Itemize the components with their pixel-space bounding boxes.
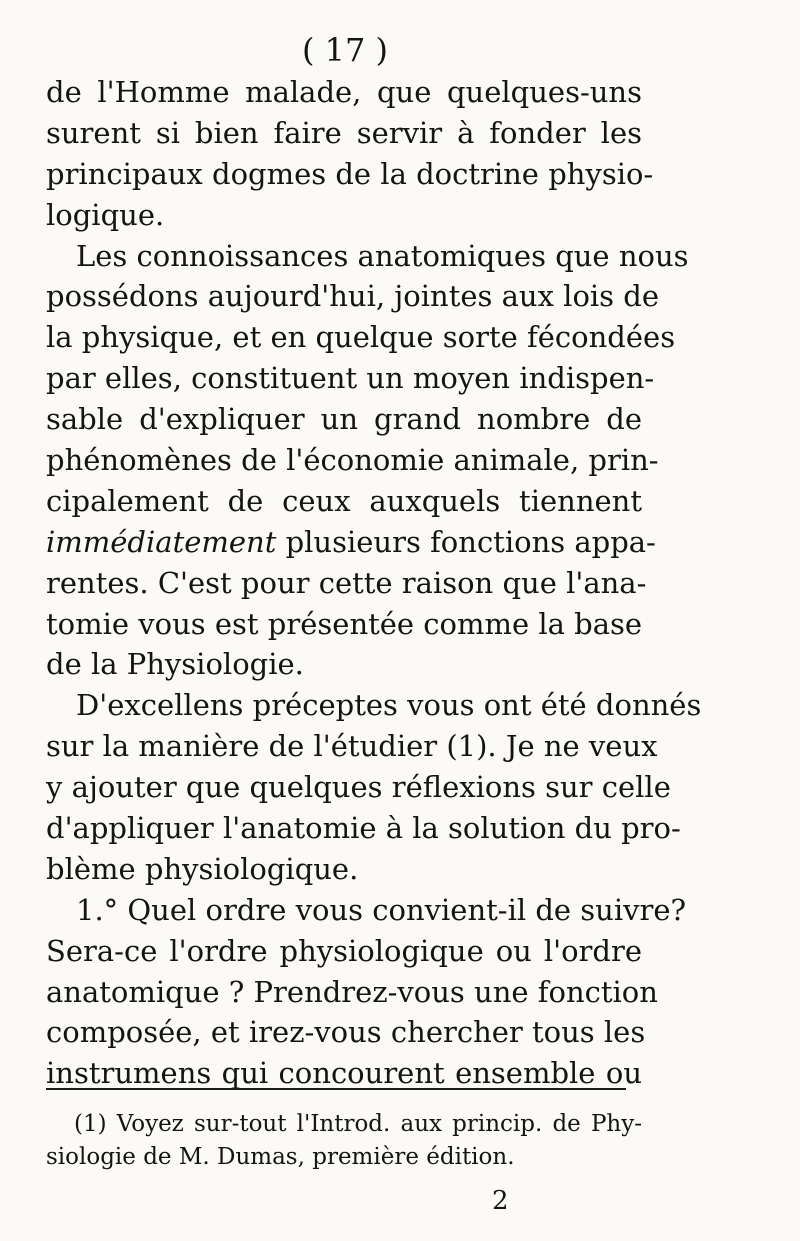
footnote-line: (1) Voyez sur-tout l'Introd. aux princip. de Phy- [74, 1111, 642, 1137]
text-line: 1.° Quel ordre vous convient-il de suivre? [76, 892, 687, 927]
text-line: rentes. C'est pour cette raison que l'ana- [46, 565, 647, 600]
text-line: sur la manière de l'étudier (1). Je ne veux [46, 729, 658, 764]
text-line: de la Physiologie. [46, 647, 304, 682]
text-line: Sera-ce l'ordre physiologique ou l'ordre [46, 933, 642, 968]
text-line: tomie vous est présentée comme la base [46, 606, 643, 641]
text-line: anatomique ? Prendrez-vous une fonction [46, 974, 658, 1009]
text-line: surent si bien faire servir à fonder les [46, 115, 642, 150]
text-line: de l'Homme malade, que quelques-uns [46, 75, 642, 109]
footnote-divider [46, 1088, 626, 1090]
text-line: sable d'expliquer un grand nombre de [46, 402, 642, 437]
text-line: logique. [46, 197, 165, 232]
text-line-rest: plusieurs fonctions appa- [276, 524, 656, 559]
text-line: Les connoissances anatomiques que nous [76, 238, 689, 273]
footnote [46, 1108, 642, 1174]
text-line: par elles, constituent un moyen indispen- [46, 361, 655, 396]
text-line: D'excellens préceptes vous ont été donnés [76, 688, 702, 723]
page-number: ( 17 ) [301, 31, 389, 69]
text-line: possédons aujourd'hui, jointes aux lois de [46, 279, 660, 314]
text-line: y ajouter que quelques réflexions sur celle [46, 770, 671, 805]
footnote-line: siologie de M. Dumas, première édition. [46, 1144, 515, 1170]
text-line: composée, et irez-vous chercher tous les [46, 1015, 646, 1050]
text-line-with-italic [46, 522, 656, 563]
text-line: la physique, et en quelque sorte fécondées [46, 320, 676, 355]
signature-mark: 2 [492, 1186, 509, 1216]
text-line: cipalement de ceux auxquels tiennent [46, 483, 642, 518]
text-line: phénomènes de l'économie animale, prin- [46, 443, 659, 478]
text-line: d'appliquer l'anatomie à la solution du pro- [46, 811, 681, 846]
text-line: instrumens qui concourent ensemble ou [46, 1056, 642, 1091]
text-line: principaux dogmes de la doctrine physio- [46, 156, 654, 191]
body-text [46, 72, 702, 1094]
text-line: blème physiologique. [46, 851, 359, 886]
italic-word: immédiatement [46, 524, 277, 559]
